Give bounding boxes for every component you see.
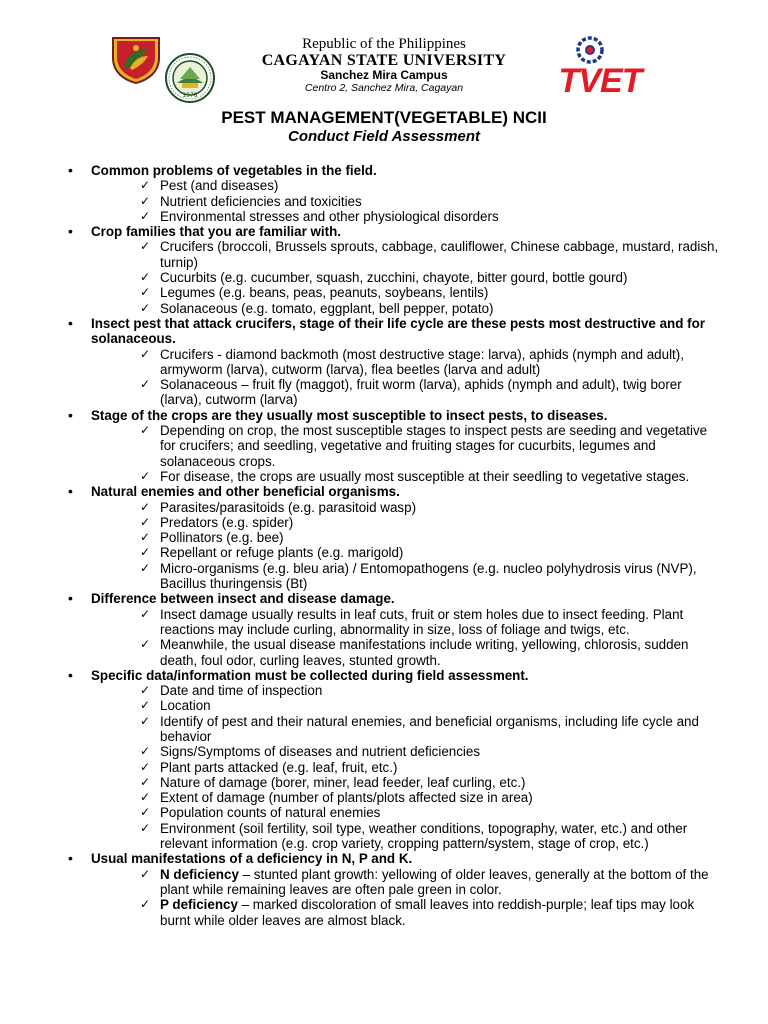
checklist-item <box>138 775 726 790</box>
checklist-item <box>138 178 726 193</box>
checklist-item <box>138 698 726 713</box>
checklist-item <box>138 545 726 560</box>
checklist-item-text: – marked discoloration of small leaves into reddish-purple; leaf tips may look burnt while older leaves are almost black. <box>160 897 695 928</box>
section-heading: • Difference between insect and disease damage. <box>91 591 395 607</box>
checklist-item <box>138 760 726 775</box>
checklist-item <box>138 469 726 484</box>
checklist-item-text: – stunted plant growth: yellowing of older leaves, generally at the bottom of the plant while remaining leaves are often pale green in color. <box>160 866 709 897</box>
checklist-item-text: Parasites/parasitoids (e.g. parasitoid wasp) <box>160 499 417 515</box>
checklist-item <box>138 714 726 745</box>
tvet-wordmark: TVET <box>558 62 642 98</box>
checklist <box>138 500 726 592</box>
checklist-item <box>138 347 726 378</box>
section-heading: • Natural enemies and other beneficial organisms. <box>91 484 400 500</box>
section-item <box>66 163 726 224</box>
document-subtitle: Conduct Field Assessment <box>288 128 480 145</box>
section-heading: • Common problems of vegetables in the field. <box>91 163 377 178</box>
checklist-item-text: Micro-organisms (e.g. bleu aria) / Entomopathogens (e.g. nucleo polyhydrosis virus (NVP), Bacillus thuringensis (Bt) <box>160 560 697 592</box>
checklist-item-text: Nature of damage (borer, miner, lead feeder, leaf curling, etc.) <box>160 774 526 790</box>
checklist-item-text: Crucifers (broccoli, Brussels sprouts, cabbage, cauliflower, Chinese cabbage, mustard, radish, turnip) <box>160 239 719 270</box>
checklist-item-text: Location <box>160 698 211 714</box>
university-name: CAGAYAN STATE UNIVERSITY <box>261 52 507 69</box>
checklist-item <box>138 301 726 316</box>
checklist-item <box>138 530 726 545</box>
csu-shield-logo <box>110 36 162 84</box>
checklist-item-text: Plant parts attacked (e.g. leaf, fruit, etc.) <box>160 759 398 775</box>
checklist-item-text: Signs/Symptoms of diseases and nutrient deficiencies <box>160 744 481 760</box>
checklist-item-text: Legumes (e.g. beans, peas, peanuts, soybeans, lentils) <box>160 285 489 301</box>
campus-seal-logo <box>165 53 215 103</box>
section-heading: • Usual manifestations of a deficiency in N, P and K. <box>91 851 413 867</box>
section-item <box>66 316 726 408</box>
checklist-item-text: Insect damage usually results in leaf cuts, fruit or stem holes due to insect feeding. Plant reactions may include curling, abnormality in size, loss of foliage and twigs, etc. <box>160 606 684 637</box>
checklist-item <box>138 377 726 408</box>
checklist-item-text: Date and time of inspection <box>160 683 323 699</box>
checklist-item <box>138 515 726 530</box>
checklist-item-text: Predators (e.g. spider) <box>160 514 294 530</box>
checklist-item-text: Solanaceous – fruit fly (maggot), fruit worm (larva), aphids (nymph and adult), twig borer (larva), cutworm (larva) <box>160 377 682 408</box>
document-title: PEST MANAGEMENT(VEGETABLE) NCII <box>221 108 547 127</box>
tvet-logo <box>542 34 660 98</box>
checklist-item <box>138 683 726 698</box>
checklist-item <box>138 867 726 898</box>
document-header <box>0 0 768 105</box>
checklist <box>138 178 726 224</box>
checklist-item-text: Crucifers - diamond backmoth (most destructive stage: larva), aphids (nymph and adult), armyworm (larva), cutworm (larva), flea beetles (larva and adult) <box>160 346 684 377</box>
checklist-item-text: Extent of damage (number of plants/plots affected size in area) <box>160 790 533 806</box>
section-item <box>66 851 726 927</box>
checklist-item <box>138 805 726 820</box>
checklist-item <box>138 607 726 638</box>
section-item <box>66 668 726 852</box>
checklist-item <box>138 561 726 592</box>
checklist-item-text: Environment (soil fertility, soil type, weather conditions, topography, water, etc.) and other relevant information (e.g. crop variety, cropping pattern/system, stage of crop, etc.) <box>160 820 688 852</box>
checklist-item <box>138 821 726 852</box>
checklist-item <box>138 423 726 469</box>
checklist-item <box>138 637 726 668</box>
checklist-item <box>138 500 726 515</box>
checklist-item <box>138 239 726 270</box>
seal-year: 1978 <box>182 92 198 99</box>
checklist-item <box>138 897 726 928</box>
checklist-item-text: Pollinators (e.g. bee) <box>160 530 284 546</box>
checklist <box>138 423 726 484</box>
checklist-item-text: Population counts of natural enemies <box>160 805 381 821</box>
checklist-item-text: For disease, the crops are usually most susceptible at their seedling to vegetative stages. <box>160 468 690 484</box>
checklist-item-text: Depending on crop, the most susceptible stages to inspect pests are seeding and vegetative for crucifers; and seedling, vegetative and fruiting stages for cucurbits, legumes and solanaceous crops. <box>160 423 708 469</box>
checklist-item-text: Pest (and diseases) <box>160 178 279 194</box>
checklist-item-text: Repellant or refuge plants (e.g. marigold) <box>160 545 404 561</box>
republic-line: Republic of the Philippines <box>302 36 466 52</box>
checklist-item-text: Nutrient deficiencies and toxicities <box>160 193 362 209</box>
checklist-item <box>138 285 726 300</box>
checklist-item-text: Environmental stresses and other physiological disorders <box>160 208 499 224</box>
checklist <box>138 683 726 851</box>
checklist-item-text: Cucurbits (e.g. cucumber, squash, zucchini, chayote, bitter gourd, bottle gourd) <box>160 270 628 286</box>
section-heading: • Stage of the crops are they usually most susceptible to insect pests, to diseases. <box>91 407 608 423</box>
checklist-item <box>138 209 726 224</box>
checklist-item-label: N deficiency <box>160 866 239 882</box>
section-item <box>66 224 726 316</box>
checklist-item <box>138 790 726 805</box>
checklist-item-text: Identify of pest and their natural enemies, and beneficial organisms, including life cycle and behavior <box>160 713 699 744</box>
checklist-item-text: Meanwhile, the usual disease manifestations include writing, yellowing, chlorosis, sudden death, foul odor, curling leaves, stunted growth. <box>160 637 689 668</box>
section-heading: • Crop families that you are familiar with. <box>91 224 342 240</box>
campus-name: Sanchez Mira Campus <box>320 68 448 82</box>
checklist <box>138 607 726 668</box>
section-heading: • Specific data/information must be collected during field assessment. <box>91 667 529 683</box>
checklist-item <box>138 744 726 759</box>
checklist-item-text: Solanaceous (e.g. tomato, eggplant, bell pepper, potato) <box>160 300 494 316</box>
checklist-item-label: P deficiency <box>160 897 238 913</box>
section-heading: • Insect pest that attack crucifers, stage of their life cycle are these pests most destructive and for solanaceous. <box>91 315 705 347</box>
checklist <box>138 347 726 408</box>
section-item <box>66 484 726 591</box>
section-item <box>66 408 726 484</box>
checklist <box>138 867 726 928</box>
document-body <box>66 163 726 928</box>
checklist-item <box>138 270 726 285</box>
checklist-item <box>138 194 726 209</box>
section-item <box>66 591 726 667</box>
checklist <box>138 239 726 315</box>
campus-address: Centro 2, Sanchez Mira, Cagayan <box>304 82 464 94</box>
institution-block <box>220 36 548 95</box>
